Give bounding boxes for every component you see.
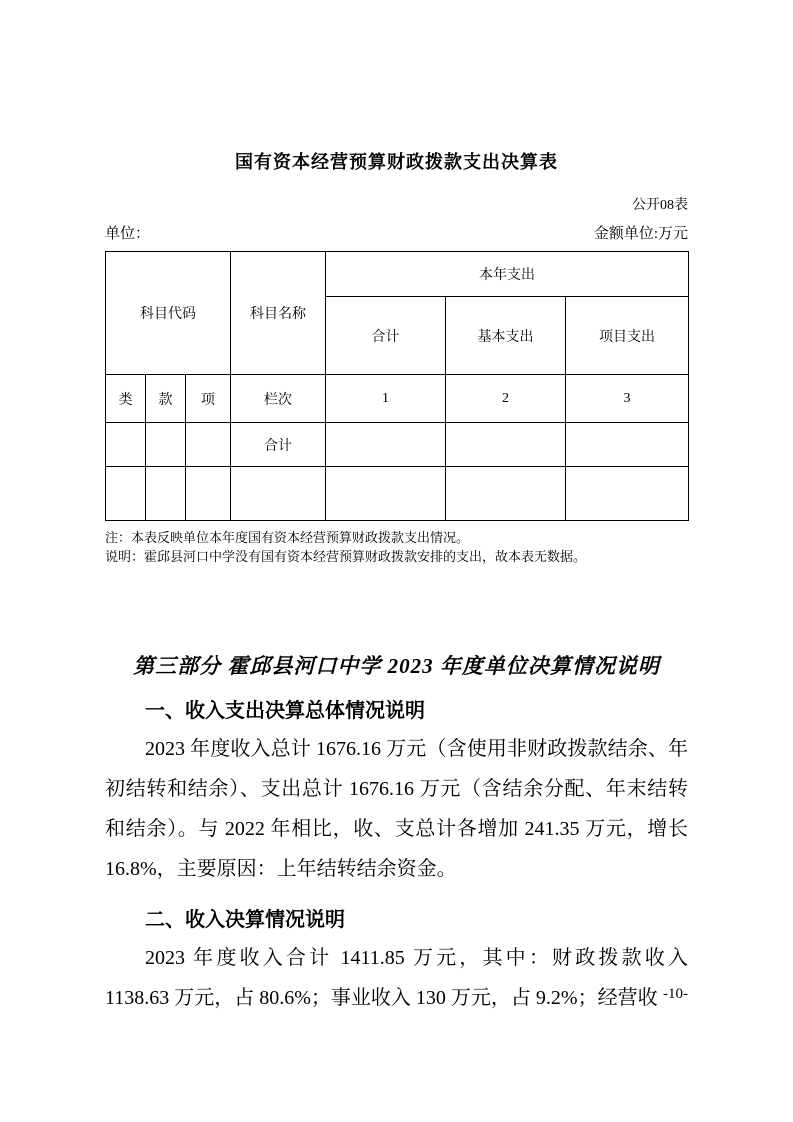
cell-index-2: 2	[446, 375, 566, 423]
cell-index-1: 1	[326, 375, 446, 423]
amount-unit-label: 金额单位:万元	[593, 226, 688, 242]
subsection-2-title: 二、收入决算情况说明	[145, 909, 345, 931]
table-cell	[446, 423, 566, 467]
table-row-empty	[106, 467, 689, 521]
cell-col-basic: 基本支出	[446, 297, 566, 375]
cell-kuan: 款	[146, 375, 186, 423]
table-row-total	[106, 423, 689, 467]
note-line-1: 注：本表反映单位本年度国有资本经营预算财政拨款支出情况。	[105, 530, 470, 545]
unit-label: 单位：	[105, 226, 151, 242]
cell-index-3: 3	[566, 375, 689, 423]
page-title: 国有资本经营预算财政拨款支出决算表	[235, 152, 558, 172]
table-cell	[566, 467, 689, 521]
expenditure-table	[105, 251, 689, 521]
subsection-1-paragraph: 2023 年度收入总计 1676.16 万元（含使用非财政拨款结余、年初结转和结余）、支出总计 1676.16 万元（含结余分配、年末结转和结余）。与 2022 年相比，收、支总计各增加 241.35 万元，增长 16.8%，主要原因：上年结转结余资金。	[105, 738, 688, 880]
table-cell	[566, 423, 689, 467]
table-cell	[326, 467, 446, 521]
table-cell	[231, 467, 326, 521]
cell-current-year-expenditure: 本年支出	[326, 252, 689, 297]
cell-lanci: 栏次	[231, 375, 326, 423]
cell-col-project: 项目支出	[566, 297, 689, 375]
table-notes	[105, 528, 688, 566]
subsection-1-title: 一、收入支出决算总体情况说明	[145, 700, 425, 722]
table-index-row	[106, 375, 689, 423]
table-cell	[186, 467, 231, 521]
table-cell	[326, 423, 446, 467]
section-heading: 第三部分 霍邱县河口中学 2023 年度单位决算情况说明	[133, 654, 660, 678]
table-header-row-1	[106, 252, 689, 297]
unit-row	[105, 222, 688, 243]
table-cell	[186, 423, 231, 467]
note-line-2: 说明：霍邱县河口中学没有国有资本经营预算财政拨款安排的支出，故本表无数据。	[105, 549, 587, 564]
table-cell	[106, 423, 146, 467]
table-label: 公开08表	[632, 198, 688, 213]
subsection-2-paragraph: 2023 年度收入合计 1411.85 万元，其中：财政拨款收入 1138.63 万元，占 80.6%；事业收入 130 万元，占 9.2%；经营收	[105, 947, 688, 1009]
table-cell	[106, 467, 146, 521]
cell-subject-name: 科目名称	[231, 252, 326, 375]
table-cell	[146, 467, 186, 521]
cell-subject-code: 科目代码	[106, 252, 231, 375]
page-number: -10-	[663, 986, 688, 1002]
cell-xiang: 项	[186, 375, 231, 423]
table-cell	[446, 467, 566, 521]
cell-row-total-label: 合计	[231, 423, 326, 467]
cell-col-total: 合计	[326, 297, 446, 375]
table-cell	[146, 423, 186, 467]
cell-lei: 类	[106, 375, 146, 423]
